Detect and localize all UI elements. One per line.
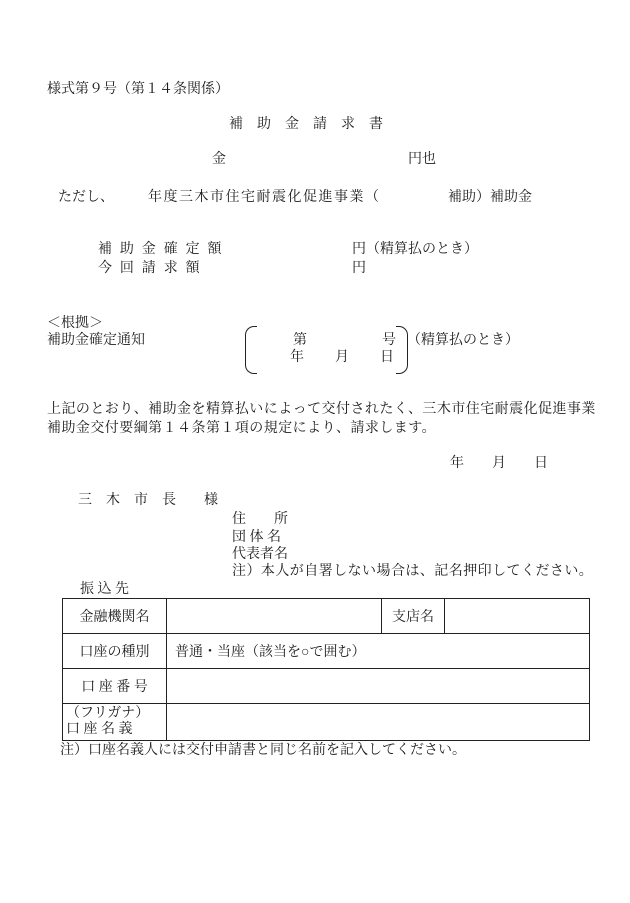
bank-name-cell — [167, 599, 382, 634]
amount-unit-label: 円也 — [408, 152, 436, 167]
account-holder-label-cell — [63, 704, 167, 741]
basis-label: 補助金確定通知 — [47, 333, 145, 348]
proviso-lead: ただし、 — [58, 190, 114, 205]
bank-name-label: 金融機関名 — [63, 599, 167, 634]
address-label: 住 所 — [232, 512, 288, 527]
proviso-body: 年度三木市住宅耐震化促進事業（ — [148, 190, 381, 205]
branch-name-cell — [445, 599, 590, 634]
transfer-note: 注）口座名義人には交付申請書と同じ名前を記入してください。 — [60, 743, 466, 758]
addressee: 三 木 市 長 様 — [78, 493, 218, 508]
basis-day-label: 日 — [380, 350, 394, 365]
basis-heading: ＜根拠＞ — [47, 316, 103, 331]
account-type-label: 口座の種別 — [63, 634, 167, 669]
furigana-label: （フリガナ） — [66, 706, 150, 721]
transfer-heading: 振 込 先 — [80, 582, 129, 597]
date-line: 年 月 日 — [450, 456, 548, 471]
doc-number-suffix: 号 — [382, 333, 396, 348]
basis-year-label: 年 — [290, 350, 304, 365]
request-amount-unit: 円 — [352, 261, 366, 276]
amount-prefix-label: 金 — [212, 152, 226, 167]
page-title: 補 助 金 請 求 書 — [229, 117, 383, 132]
basis-month-label: 月 — [335, 350, 349, 365]
account-number-label: 口 座 番 号 — [63, 669, 167, 704]
representative-label: 代表者名 — [232, 547, 288, 562]
account-number-cell — [167, 669, 590, 704]
branch-name-label: 支店名 — [382, 599, 445, 634]
bracket-left — [245, 326, 257, 374]
account-holder-label: 口 座 名 義 — [66, 722, 133, 737]
fixed-amount-unit: 円（精算払のとき） — [352, 242, 478, 257]
body-line-2: 補助金交付要綱第１４条第１項の規定により、請求します。 — [47, 421, 437, 436]
transfer-table — [62, 598, 590, 741]
form-number: 様式第９号（第１４条関係） — [47, 82, 229, 97]
basis-note: （精算払のとき） — [407, 333, 519, 348]
signature-note: 注）本人が自署しない場合は、記名押印してください。 — [232, 564, 594, 579]
body-line-1: 上記のとおり、補助金を精算払いによって交付されたく、三木市住宅耐震化促進事業 — [47, 402, 596, 417]
organization-label: 団 体 名 — [232, 530, 281, 545]
doc-number-prefix: 第 — [293, 333, 307, 348]
fixed-amount-label: 補 助 金 確 定 額 — [98, 242, 224, 257]
request-amount-label: 今 回 請 求 額 — [98, 261, 202, 276]
account-type-value: 普通・当座（該当を○で囲む） — [167, 634, 590, 669]
proviso-tail: 補助）補助金 — [448, 190, 532, 205]
account-holder-cell — [167, 704, 590, 741]
